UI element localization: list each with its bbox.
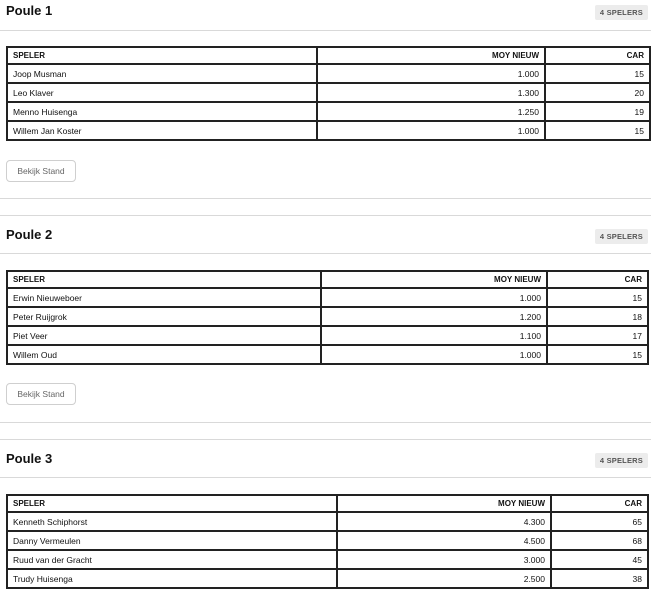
player-name: Kenneth Schiphorst bbox=[7, 512, 337, 531]
divider bbox=[0, 422, 651, 423]
car-value: 17 bbox=[547, 326, 648, 345]
divider bbox=[0, 198, 651, 199]
moy-value: 1.000 bbox=[317, 121, 545, 140]
poule-3-section bbox=[0, 439, 651, 584]
moy-value: 1.000 bbox=[317, 64, 545, 83]
moy-value: 1.200 bbox=[321, 307, 547, 326]
table-row bbox=[7, 307, 648, 326]
col-header-car: CAR bbox=[545, 47, 650, 64]
player-name: Menno Huisenga bbox=[7, 102, 317, 121]
player-name: Erwin Nieuweboer bbox=[7, 288, 321, 307]
car-value: 15 bbox=[545, 64, 650, 83]
car-value: 15 bbox=[545, 121, 650, 140]
col-header-moy-nieuw: MOY NIEUW bbox=[337, 495, 551, 512]
car-value: 20 bbox=[545, 83, 650, 102]
table-header-row bbox=[7, 495, 648, 512]
car-value: 38 bbox=[551, 569, 648, 588]
table-row bbox=[7, 326, 648, 345]
car-value: 68 bbox=[551, 531, 648, 550]
col-header-moy-nieuw: MOY NIEUW bbox=[321, 271, 547, 288]
bekijk-stand-button[interactable]: Bekijk Stand bbox=[6, 383, 76, 405]
car-value: 18 bbox=[547, 307, 648, 326]
car-value: 19 bbox=[545, 102, 650, 121]
player-name: Ruud van der Gracht bbox=[7, 550, 337, 569]
poule-title: Poule 2 bbox=[6, 227, 53, 242]
player-count-badge: 4 SPELERS bbox=[595, 5, 648, 20]
bekijk-stand-button[interactable]: Bekijk Stand bbox=[6, 160, 76, 182]
table-row bbox=[7, 550, 648, 569]
player-name: Danny Vermeulen bbox=[7, 531, 337, 550]
table-header-row bbox=[7, 47, 650, 64]
table-row bbox=[7, 288, 648, 307]
moy-value: 4.300 bbox=[337, 512, 551, 531]
table-row bbox=[7, 569, 648, 588]
table-row bbox=[7, 512, 648, 531]
player-name: Peter Ruijgrok bbox=[7, 307, 321, 326]
col-header-moy-nieuw: MOY NIEUW bbox=[317, 47, 545, 64]
car-value: 45 bbox=[551, 550, 648, 569]
poule-title: Poule 1 bbox=[6, 3, 53, 18]
car-value: 65 bbox=[551, 512, 648, 531]
col-header-speler: SPELER bbox=[7, 271, 321, 288]
divider bbox=[0, 253, 651, 254]
moy-value: 1.250 bbox=[317, 102, 545, 121]
moy-value: 1.300 bbox=[317, 83, 545, 102]
player-name: Joop Musman bbox=[7, 64, 317, 83]
col-header-speler: SPELER bbox=[7, 47, 317, 64]
player-name: Willem Oud bbox=[7, 345, 321, 364]
table-row bbox=[7, 102, 650, 121]
poule-2-section bbox=[0, 215, 651, 399]
divider bbox=[0, 30, 651, 31]
player-name: Leo Klaver bbox=[7, 83, 317, 102]
table-row bbox=[7, 345, 648, 364]
player-name: Trudy Huisenga bbox=[7, 569, 337, 588]
table-row bbox=[7, 121, 650, 140]
table-header-row bbox=[7, 271, 648, 288]
table-row bbox=[7, 83, 650, 102]
players-table bbox=[6, 494, 649, 589]
player-name: Willem Jan Koster bbox=[7, 121, 317, 140]
moy-value: 1.000 bbox=[321, 345, 547, 364]
moy-value: 3.000 bbox=[337, 550, 551, 569]
divider bbox=[0, 477, 651, 478]
divider bbox=[0, 439, 651, 440]
col-header-car: CAR bbox=[547, 271, 648, 288]
players-table bbox=[6, 270, 649, 365]
moy-value: 1.100 bbox=[321, 326, 547, 345]
player-count-badge: 4 SPELERS bbox=[595, 453, 648, 468]
col-header-car: CAR bbox=[551, 495, 648, 512]
car-value: 15 bbox=[547, 288, 648, 307]
divider bbox=[0, 215, 651, 216]
player-name: Piet Veer bbox=[7, 326, 321, 345]
player-count-badge: 4 SPELERS bbox=[595, 229, 648, 244]
col-header-speler: SPELER bbox=[7, 495, 337, 512]
moy-value: 1.000 bbox=[321, 288, 547, 307]
poule-1-section bbox=[0, 0, 651, 176]
moy-value: 4.500 bbox=[337, 531, 551, 550]
table-row bbox=[7, 64, 650, 83]
table-row bbox=[7, 531, 648, 550]
players-table bbox=[6, 46, 651, 141]
poule-title: Poule 3 bbox=[6, 451, 53, 466]
moy-value: 2.500 bbox=[337, 569, 551, 588]
car-value: 15 bbox=[547, 345, 648, 364]
